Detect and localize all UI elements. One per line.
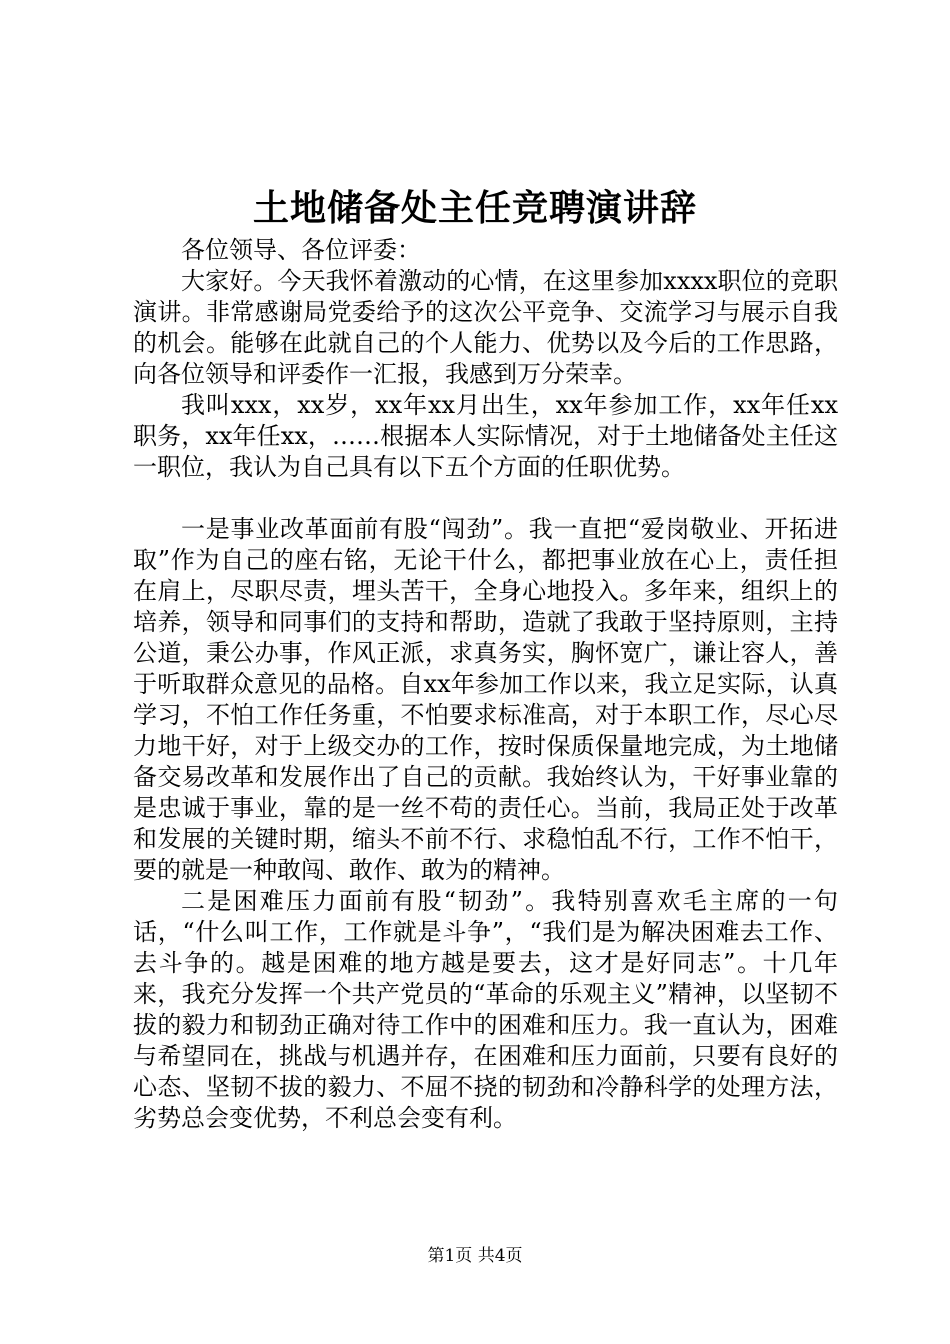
page-number-footer: 第1页 共4页 bbox=[427, 1246, 523, 1266]
paragraph-spacer bbox=[133, 483, 838, 514]
advantage-one-paragraph: 一是事业改革面前有股“闯劲”。我一直把“爱岗敬业、开拓进取”作为自己的座右铭，无论干什么，都把事业放在心上，责任担在肩上，尽职尽责，埋头苦干，全身心地投入。多年来，组织上的培养，领导和同事们的支持和帮助，造就了我敢于坚持原则，主持公道，秉公办事，作风正派，求真务实，胸怀宽广，谦让容人，善于听取群众意见的品格。自xx年参加工作以来，我立足实际，认真学习，不怕工作任务重，不怕要求标准高，对于本职工作，尽心尽力地干好，对于上级交办的工作，按时保质保量地完成，为土地储备交易改革和发展作出了自己的贡献。我始终认为，干好事业靠的是忠诚于事业，靠的是一丝不苟的责任心。当前，我局正处于改革和发展的关键时期，缩头不前不行、求稳怕乱不行，工作不怕干，要的就是一种敢闯、敢作、敢为的精神。 bbox=[133, 515, 838, 884]
document-title: 土地储备处主任竞聘演讲辞 bbox=[252, 187, 697, 229]
salutation-paragraph: 各位领导、各位评委： bbox=[181, 236, 421, 264]
document-body bbox=[133, 235, 838, 1134]
intro-paragraph: 大家好。今天我怀着激动的心情，在这里参加xxxx职位的竞职演讲。非常感谢局党委给予的这次公平竞争、交流学习与展示自我的机会。能够在此就自己的个人能力、优势以及今后的工作思路，向各位领导和评委作一汇报，我感到万分荣幸。 bbox=[133, 267, 838, 388]
self-introduction-paragraph: 我叫xxx，xx岁，xx年xx月出生，xx年参加工作，xx年任xx职务，xx年任xx，……根据本人实际情况，对于土地储备处主任这一职位，我认为自己具有以下五个方面的任职优势。 bbox=[133, 391, 838, 481]
advantage-two-paragraph: 二是困难压力面前有股“韧劲”。我特别喜欢毛主席的一句话，“什么叫工作，工作就是斗争”，“我们是为解决困难去工作、去斗争的。越是困难的地方越是要去，这才是好同志”。十几年来，我充分发挥一个共产党员的“革命的乐观主义”精神，以坚韧不拔的毅力和韧劲正确对待工作中的困难和压力。我一直认为，困难与希望同在，挑战与机遇并存，在困难和压力面前，只要有良好的心态、坚韧不拔的毅力、不屈不挠的韧劲和冷静科学的处理方法，劣势总会变优势，不利总会变有利。 bbox=[133, 887, 838, 1132]
